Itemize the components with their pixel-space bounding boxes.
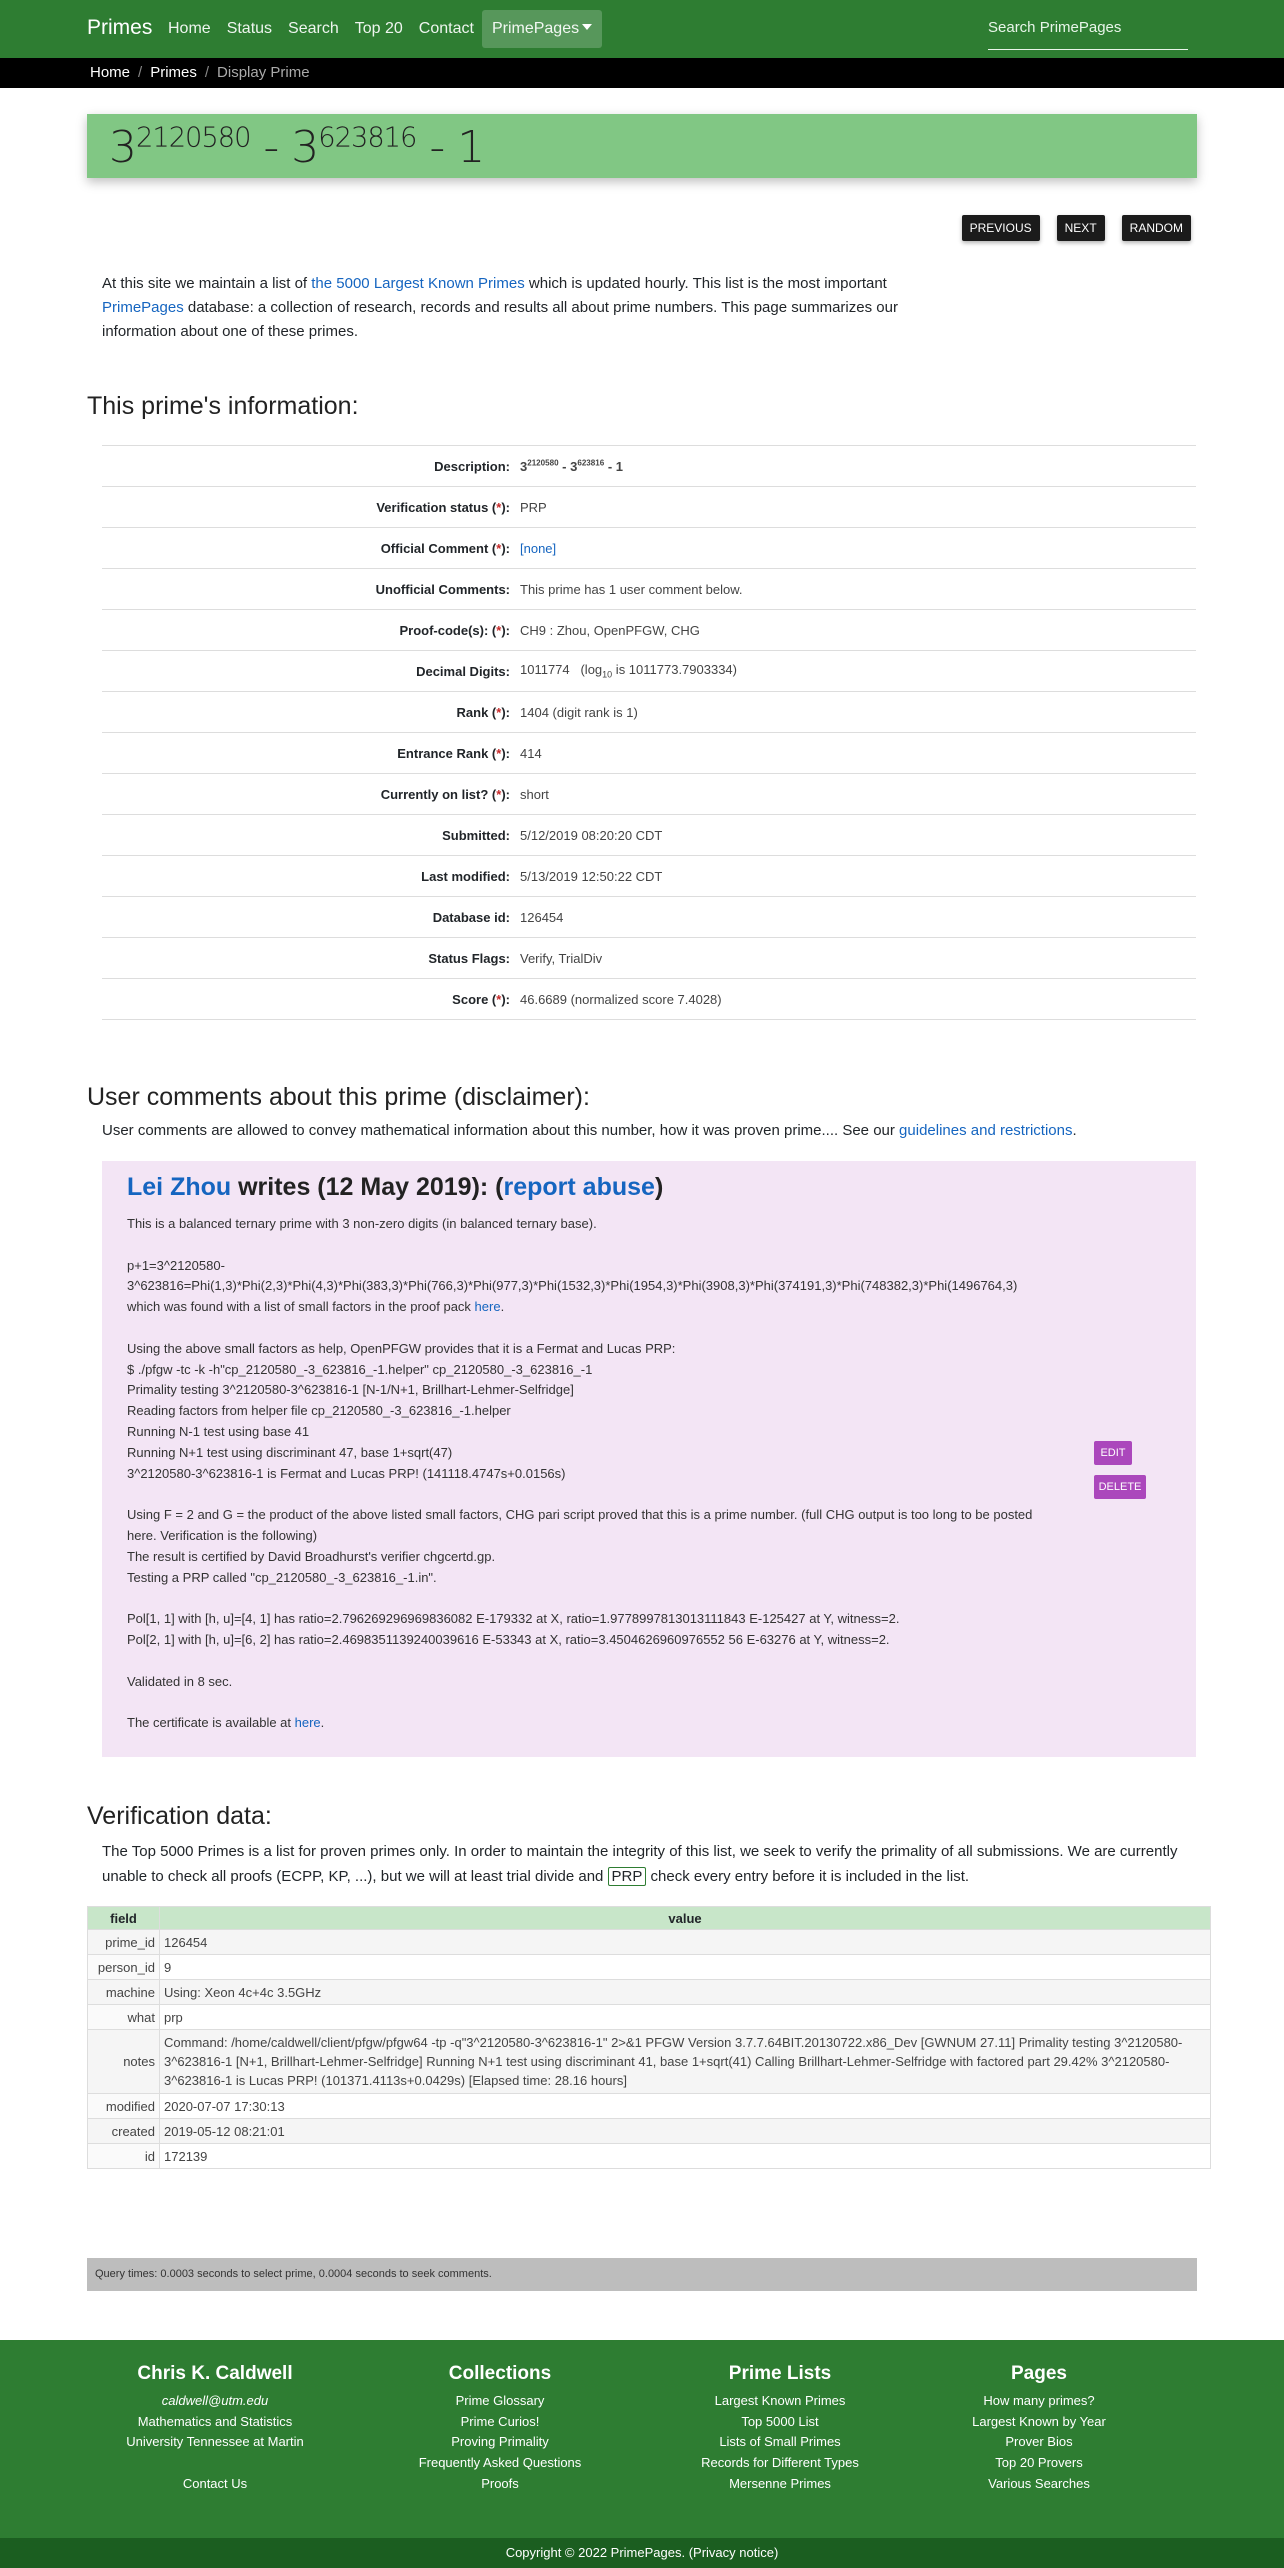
breadcrumb-current: Display Prime (217, 64, 310, 81)
intro-text: At this site we maintain a list of the 5000 Largest Known Primes which is updated hourly. This list is the most important PrimePages database: a collection of research, records and results all about prime numbers. This page summarizes our information about one of these primes. (102, 275, 898, 340)
divider (102, 1019, 1196, 1020)
navbar (0, 0, 1284, 58)
info-value: 5/12/2019 08:20:20 CDT (520, 827, 663, 843)
copyright-bar: Copyright © 2022 PrimePages. (Privacy notice) (0, 2538, 1284, 2568)
info-label: Score (*): (452, 991, 510, 1007)
info-value: PRP (520, 499, 547, 515)
info-value: 1404 (digit rank is 1) (520, 704, 638, 720)
footer-link[interactable]: Largest Known Primes (714, 2392, 846, 2408)
field-cell: created (88, 2119, 160, 2144)
comment-line (127, 1588, 1127, 1609)
nav-links (160, 10, 602, 48)
help-star-link[interactable]: * (496, 540, 502, 556)
primepages-link[interactable]: PrimePages (102, 299, 184, 316)
info-label: Database id: (432, 909, 510, 925)
comment-line (127, 1484, 1127, 1505)
comment-line: Validated in 8 sec. (127, 1673, 233, 1689)
info-row (102, 527, 1196, 568)
info-value: 5/13/2019 12:50:22 CDT (520, 868, 663, 884)
help-star-link[interactable]: * (496, 499, 502, 515)
field-cell: id (88, 2144, 160, 2169)
info-row (102, 650, 1196, 691)
comment-line (127, 1318, 1127, 1339)
info-row (102, 814, 1196, 855)
verification-note: The Top 5000 Primes is a list for proven primes only. In order to maintain the integrity of this list, we seek to verify the primality of all submissions. We are currently unable to check all proofs (ECPP, KP, ...), but we will at least trial divide and PRP check every entry before it is included in the list. (102, 1843, 1178, 1885)
help-star-link[interactable]: * (496, 745, 502, 761)
page-title: $3^{2120580} - 3^{623816} - 1$ (109, 122, 485, 173)
info-row (102, 568, 1196, 609)
nav-contact[interactable]: Contact (418, 20, 474, 37)
table-row (88, 2030, 1211, 2094)
largest-primes-link[interactable]: the 5000 Largest Known Primes (311, 275, 525, 292)
info-label: Last modified: (421, 868, 510, 884)
comment-line: Reading factors from helper file cp_2120580_-3_623816_-1.helper (127, 1403, 511, 1419)
info-label: Official Comment (*): (380, 540, 510, 556)
comment-line: $ ./pfgw -tc -k -h"cp_2120580_-3_623816_-1.helper" cp_2120580_-3_623816_-1 (127, 1361, 593, 1377)
delete-button[interactable]: DELETE (1094, 1475, 1146, 1499)
value-cell: prp (160, 2005, 1211, 2030)
info-description-value: $3^{2120580} - 3^{623816} - 1$ (520, 458, 624, 474)
footer-link[interactable]: Prime Glossary (455, 2392, 545, 2408)
footer-link[interactable]: Proving Primality (451, 2434, 549, 2450)
info-label: Rank (*): (456, 704, 510, 720)
brand-link[interactable]: Primes (87, 16, 153, 39)
info-label: Description: (434, 458, 510, 474)
info-row (102, 486, 1196, 527)
footer-column-title: Chris K. Caldwell (137, 2363, 293, 2384)
comment-line: 3^2120580-3^623816-1 is Fermat and Lucas PRP! (141118.4747s+0.0156s) (127, 1465, 566, 1481)
info-table (102, 445, 1196, 1020)
field-cell: notes (88, 2030, 160, 2094)
info-label: Verification status (*): (376, 499, 510, 515)
comment-line: Primality testing 3^2120580-3^623816-1 [N-1/N+1, Brillhart-Lehmer-Selfridge] (127, 1382, 574, 1398)
comment-header: Lei Zhou writes (12 May 2019): (report abuse) (127, 1173, 664, 1201)
comment-line: Running N-1 test using base 41 (127, 1423, 310, 1439)
nav-primepages-dropdown[interactable] (482, 10, 602, 48)
breadcrumb-primes[interactable]: Primes (150, 64, 197, 81)
value-cell: 2019-05-12 08:21:01 (160, 2119, 1211, 2144)
info-value: short (520, 786, 549, 802)
footer-link[interactable]: Proofs (481, 2475, 519, 2491)
field-cell: what (88, 2005, 160, 2030)
here-link[interactable]: here (474, 1299, 501, 1315)
footer-link[interactable]: Contact Us (182, 2475, 248, 2491)
info-label: Status Flags: (428, 950, 510, 966)
footer-column (680, 2364, 880, 2495)
comment-line: Pol[2, 1] with [h, u]=[6, 2] has ratio=2.4698351139240039616 E-53343 at X, ratio=3.4504626960976552 56 E-63276 at Y, witness=2. (127, 1631, 890, 1647)
prp-code: PRP (608, 1867, 647, 1886)
value-cell: 172139 (160, 2144, 1211, 2169)
info-value[interactable]: [none] (520, 540, 557, 556)
field-cell: prime_id (88, 1930, 160, 1955)
previous-button[interactable]: PREVIOUS (962, 215, 1040, 241)
comment-line: Using the above small factors as help, OpenPFGW provides that it is a Fermat and Lucas PRP: (127, 1340, 676, 1356)
footer-link[interactable]: Records for Different Types (701, 2455, 859, 2471)
footer-link[interactable]: Mersenne Primes (729, 2475, 831, 2491)
info-row (102, 896, 1196, 937)
comment-line (127, 1235, 1127, 1256)
breadcrumb-home[interactable]: Home (90, 64, 131, 81)
report-abuse-link[interactable]: report abuse (503, 1173, 655, 1201)
footer-link[interactable]: University Tennessee at Martin (126, 2434, 304, 2450)
table-row (88, 1955, 1211, 1980)
chevron-down-icon (582, 24, 592, 30)
comment-line: 3^623816=Phi(1,3)*Phi(2,3)*Phi(4,3)*Phi(383,3)*Phi(766,3)*Phi(977,3)*Phi(1532,3)*Phi(1954,3)*Phi(3908,3)*Phi(374191,3)*Phi(748382,3)*Phi(1496764,3) (127, 1278, 1018, 1294)
comment-line: This is a balanced ternary prime with 3 non-zero digits (in balanced ternary base). (127, 1216, 597, 1231)
footer-link[interactable]: caldwell@utm.edu (161, 2392, 269, 2408)
comment-line: which was found with a list of small factors in the proof pack here. (127, 1299, 505, 1315)
help-star-link[interactable]: * (496, 704, 502, 720)
footer-link[interactable]: Prime Curios! (460, 2413, 540, 2429)
footer-column (955, 2364, 1123, 2495)
info-value: 126454 (520, 909, 564, 925)
footer-link[interactable]: Lists of Small Primes (719, 2434, 841, 2450)
nav-buttons (962, 215, 1191, 241)
info-row (102, 855, 1196, 896)
comments-note: User comments are allowed to convey mathematical information about this number, how it was proven prime.... See our guidelines and restrictions. (102, 1122, 1077, 1139)
info-label: Decimal Digits: (416, 663, 510, 679)
footer-column-title: Pages (1011, 2363, 1067, 2384)
footer-link[interactable]: Largest Known by Year (972, 2413, 1106, 2429)
breadcrumb-bar (0, 58, 1284, 88)
comment-line: p+1=3^2120580- (127, 1257, 225, 1273)
footer-link[interactable]: Top 5000 List (741, 2413, 819, 2429)
info-value: This prime has 1 user comment below. (520, 581, 743, 597)
info-row-description (102, 445, 1196, 486)
guidelines-link[interactable]: guidelines and restrictions (899, 1122, 1073, 1139)
help-star-link[interactable]: * (496, 991, 502, 1007)
nav-top20[interactable]: Top 20 (354, 20, 403, 37)
info-row (102, 732, 1196, 773)
comment-line: Testing a PRP called "cp_2120580_-3_623816_-1.in". (127, 1569, 437, 1585)
comment-body (127, 1214, 1127, 1734)
footer-link[interactable]: Mathematics and Statistics (137, 2413, 293, 2429)
search-input[interactable]: Search PrimePages (988, 16, 1188, 50)
footer-column-title: Collections (448, 2363, 552, 2384)
footer-link (120, 2453, 310, 2474)
info-value: 414 (520, 745, 542, 761)
table-row (88, 1930, 1211, 1955)
field-cell: modified (88, 2094, 160, 2119)
footer (0, 2340, 1284, 2538)
info-row (102, 691, 1196, 732)
help-star-link[interactable]: * (496, 786, 502, 802)
info-label: Submitted: (442, 827, 510, 843)
verification-table (87, 1906, 1211, 2169)
user-comment (102, 1161, 1196, 1757)
column-header: value (160, 1907, 1211, 1930)
table-row (88, 2119, 1211, 2144)
footer-link[interactable]: Prover Bios (1005, 2434, 1073, 2450)
comment-line: The result is certified by David Broadhurst's verifier chgcertd.gp. (127, 1548, 496, 1564)
info-row (102, 609, 1196, 650)
value-cell: 2020-07-07 17:30:13 (160, 2094, 1211, 2119)
table-row (88, 2094, 1211, 2119)
info-value: Verify, TrialDiv (520, 950, 603, 966)
breadcrumb-separator: / (204, 64, 210, 81)
footer-column-title: Prime Lists (728, 2363, 832, 2384)
verification-heading: Verification data: (87, 1802, 272, 1830)
comment-line: The certificate is available at here. (127, 1715, 325, 1731)
value-cell: 126454 (160, 1930, 1211, 1955)
table-row (88, 1980, 1211, 2005)
info-heading: This prime's information: (87, 392, 359, 420)
title-card (87, 114, 1197, 178)
query-times: Query times: 0.0003 seconds to select prime, 0.0004 seconds to seek comments. (87, 2258, 1197, 2291)
value-cell: Using: Xeon 4c+4c 3.5GHz (160, 1980, 1211, 2005)
field-cell: person_id (88, 1955, 160, 1980)
table-row (88, 2144, 1211, 2169)
footer-link[interactable]: How many primes? (983, 2392, 1095, 2408)
next-button[interactable]: NEXT (1057, 215, 1105, 241)
footer-link[interactable]: Frequently Asked Questions (418, 2455, 582, 2471)
help-star-link[interactable]: * (496, 622, 502, 638)
comments-heading: User comments about this prime (disclaimer): (87, 1083, 590, 1111)
info-value: 46.6689 (normalized score 7.4028) (520, 991, 722, 1007)
comment-line: here. Verification is the following) (127, 1527, 318, 1543)
table-row (88, 2005, 1211, 2030)
disclaimer-link[interactable]: disclaimer (462, 1083, 575, 1111)
footer-link[interactable]: Various Searches (988, 2475, 1090, 2491)
footer-link[interactable]: Top 20 Provers (995, 2455, 1083, 2471)
breadcrumb-separator: / (138, 64, 143, 81)
nav-home[interactable]: Home (168, 20, 211, 37)
column-header: field (88, 1907, 160, 1930)
nav-status[interactable]: Status (226, 20, 273, 37)
edit-button[interactable]: EDIT (1094, 1441, 1132, 1465)
field-cell: machine (88, 1980, 160, 2005)
info-value: CH9 : Zhou, OpenPFGW, CHG (520, 622, 700, 638)
comment-line (127, 1692, 1127, 1713)
nav-search[interactable]: Search (288, 20, 339, 37)
dropdown-label: PrimePages (491, 20, 580, 37)
info-row (102, 937, 1196, 978)
info-label: Entrance Rank (*): (397, 745, 510, 761)
info-label: Proof-code(s): (*): (399, 622, 510, 638)
privacy-link[interactable]: Privacy notice (693, 2545, 774, 2560)
comment-author-link[interactable]: Lei Zhou (127, 1173, 232, 1201)
footer-column (402, 2364, 598, 2495)
here-link[interactable]: here (294, 1715, 321, 1731)
comment-line: Pol[1, 1] with [h, u]=[4, 1] has ratio=2.796269296969836082 E-179332 at X, ratio=1.9778997813013111843 E-125427 at Y, witness=2. (127, 1611, 900, 1627)
info-value: 1011774 ($\log_{10}$ is 1011773.7903334) (520, 662, 737, 680)
info-row (102, 773, 1196, 814)
random-button[interactable]: RANDOM (1122, 215, 1191, 241)
value-cell: 9 (160, 1955, 1211, 1980)
info-label: Unofficial Comments: (375, 581, 510, 597)
info-label: Currently on list? (*): (380, 786, 510, 802)
breadcrumb (90, 64, 310, 81)
comment-line (127, 1651, 1127, 1672)
value-cell: Command: /home/caldwell/client/pfgw/pfgw64 -tp -q"3^2120580-3^623816-1" 2>&1 PFGW Version 3.7.7.64BIT.20130722.x86_Dev [GWNUM 27.11] Primality testing 3^2120580-3^623816-1 [N+1, Brillhart-Lehmer-Selfridge] Running N+1 test using discriminant 41, base 1+sqrt(41) Calling Brillhart-Lehmer-Selfridge with factored part 29.42% 3^2120580-3^623816-1 is Lucas PRP! (101371.4113s+0.0429s) [Elapsed time: 28.16 hours] (160, 2030, 1211, 2094)
footer-column (120, 2364, 310, 2495)
info-row (102, 978, 1196, 1019)
comment-line: Using F = 2 and G = the product of the above listed small factors, CHG pari script proved that this is a prime number. (full CHG output is too long to be posted (127, 1507, 1033, 1523)
comment-line: Running N+1 test using discriminant 47, base 1+sqrt(47) (127, 1444, 453, 1460)
